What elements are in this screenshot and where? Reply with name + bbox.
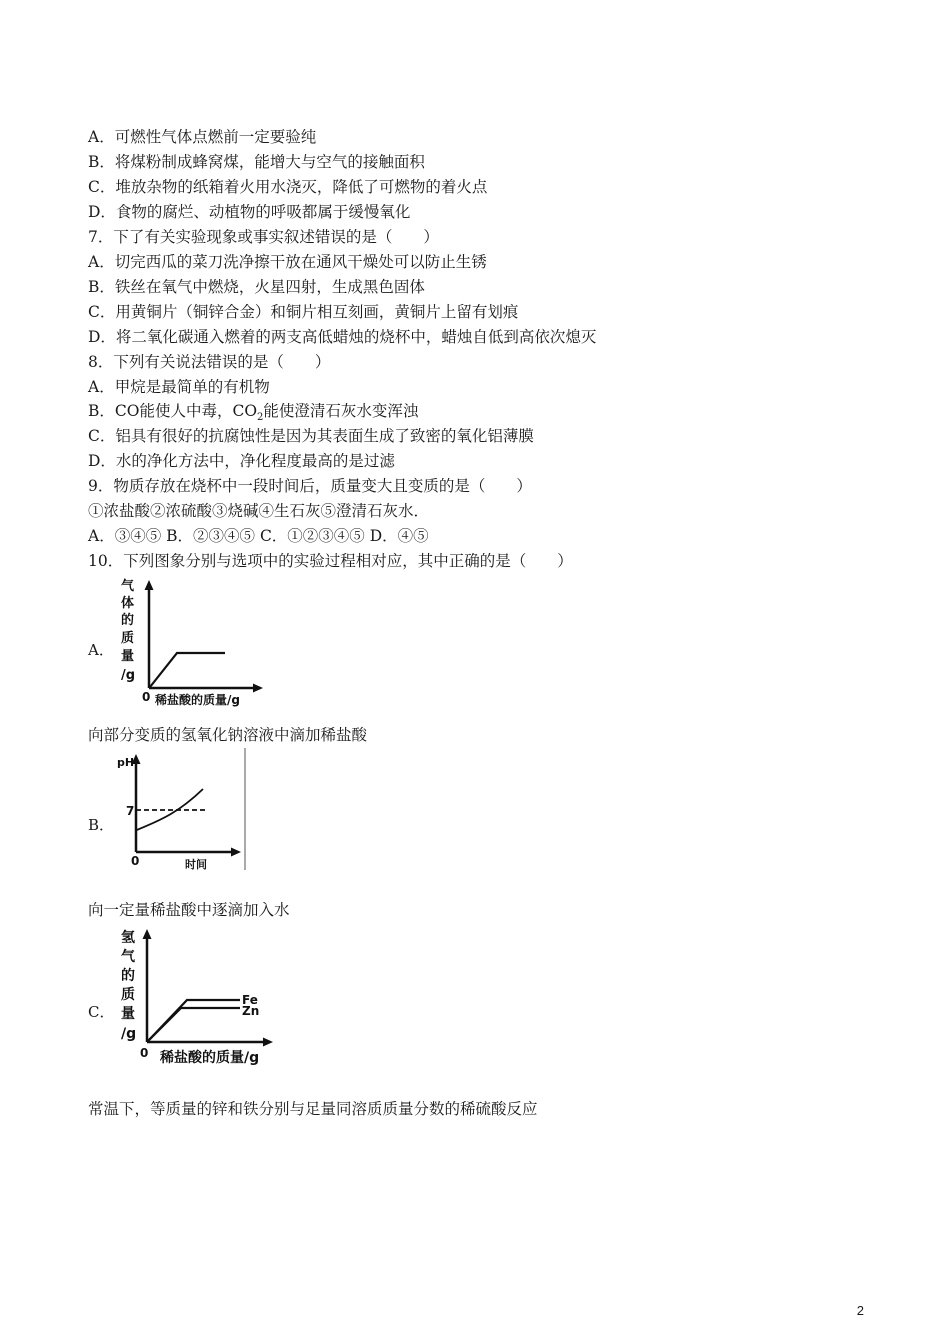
- graph-a-y-arrow: [145, 580, 154, 590]
- graph-a-origin: 0: [142, 690, 151, 704]
- graph-b-ref-7: 7: [126, 804, 135, 818]
- q8-option-b-sub: 2: [257, 412, 264, 424]
- graph-c-zn-curve: [148, 1008, 240, 1041]
- graph-c-series-fe: Fe: [242, 993, 258, 1007]
- graph-c-ylabel-2: 的: [121, 968, 135, 984]
- q7-option-c: C．用黄铜片（铜锌合金）和铜片相互刻画，黄铜片上留有划痕: [88, 303, 519, 321]
- q7-stem: 7．下了有关实验现象或事实叙述错误的是（ ）: [88, 228, 439, 246]
- graph-a-curve: [150, 653, 225, 687]
- q7-option-a: A．切完西瓜的菜刀洗净擦干放在通风干燥处可以防止生锈: [88, 253, 487, 271]
- q10-c-label: C．: [88, 1003, 115, 1021]
- q8-option-b: [88, 401, 418, 428]
- graph-a-ylabel-4: 量: [121, 649, 135, 664]
- q6-option-c: C．堆放杂物的纸箱着火用水浇灭，降低了可燃物的着火点: [88, 178, 488, 196]
- graph-c-ylabel-5: /g: [121, 1026, 137, 1042]
- graph-c-fe-curve: [148, 1000, 240, 1041]
- graph-b: [115, 748, 250, 873]
- q7-option-d: D．将二氧化碳通入燃着的两支高低蜡烛的烧杯中，蜡烛自低到高依次熄灭: [88, 328, 597, 346]
- q10-b-caption: 向一定量稀盐酸中逐滴加入水: [88, 901, 290, 919]
- page-number: 2: [856, 1303, 864, 1318]
- q9-stem: 9．物质存放在烧杯中一段时间后，质量变大且变质的是（ ）: [88, 477, 532, 495]
- q10-stem: 10．下列图象分别与选项中的实验过程相对应，其中正确的是（ ）: [88, 552, 573, 570]
- graph-c-y-arrow: [143, 929, 152, 939]
- graph-c-ylabel-3: 质: [121, 987, 135, 1003]
- graph-c-ylabel-0: 氢: [121, 930, 135, 946]
- graph-a-xlabel: 稀盐酸的质量/g: [155, 693, 240, 707]
- q6-option-d: D．食物的腐烂、动植物的呼吸都属于缓慢氧化: [88, 203, 411, 221]
- graph-a-ylabel-3: 质: [121, 631, 135, 646]
- q8-option-d: D．水的净化方法中，净化程度最高的是过滤: [88, 452, 395, 470]
- q9-choices: A．③④⑤ B．②③④⑤ C．①②③④⑤ D．④⑤: [88, 527, 429, 545]
- graph-c-series-zn: Zn: [242, 1004, 260, 1018]
- q10-a-label: A．: [88, 641, 114, 659]
- q7-option-b: B．铁丝在氧气中燃烧，火星四射，生成黑色固体: [88, 278, 425, 296]
- graph-c-x-arrow: [263, 1038, 273, 1047]
- graph-b-xlabel: 时间: [185, 858, 207, 871]
- graph-b-ylabel: pH: [117, 756, 135, 769]
- q6-option-a: A．可燃性气体点燃前一定要验纯: [88, 128, 317, 146]
- q8-option-b-tail: 能使澄清石灰水变浑浊: [263, 402, 419, 420]
- graph-a-ylabel-1: 体: [121, 596, 135, 611]
- graph-c-ylabel-4: 量: [121, 1006, 135, 1022]
- graph-a: [115, 576, 265, 711]
- q10-c-caption: 常温下，等质量的锌和铁分别与足量同溶质质量分数的稀硫酸反应: [88, 1100, 538, 1118]
- graph-a-ylabel-2: 的: [121, 613, 135, 628]
- q8-option-c: C．铝具有很好的抗腐蚀性是因为其表面生成了致密的氧化铝薄膜: [88, 427, 534, 445]
- graph-b-x-arrow: [231, 848, 241, 857]
- graph-a-x-arrow: [253, 684, 263, 693]
- graph-a-ylabel-5: /g: [121, 668, 136, 683]
- graph-c-origin: 0: [140, 1046, 149, 1060]
- q8-option-a: A．甲烷是最简单的有机物: [88, 378, 270, 396]
- graph-c-ylabel-1: 气: [121, 949, 135, 965]
- q10-b-label: B．: [88, 816, 115, 834]
- graph-c-xlabel: 稀盐酸的质量/g: [160, 1050, 260, 1066]
- q8-option-b-head: B．CO能使人中毒，CO: [88, 402, 258, 420]
- q9-items: ①浓盐酸②浓硫酸③烧碱④生石灰⑤澄清石灰水．: [88, 502, 430, 520]
- q6-option-b: B．将煤粉制成蜂窝煤，能增大与空气的接触面积: [88, 153, 425, 171]
- q10-a-caption: 向部分变质的氢氧化钠溶液中滴加稀盐酸: [88, 726, 368, 744]
- graph-b-origin: 0: [131, 854, 140, 868]
- q8-stem: 8．下列有关说法错误的是（ ）: [88, 353, 331, 371]
- graph-a-ylabel-0: 气: [121, 579, 135, 594]
- graph-c: [115, 924, 285, 1072]
